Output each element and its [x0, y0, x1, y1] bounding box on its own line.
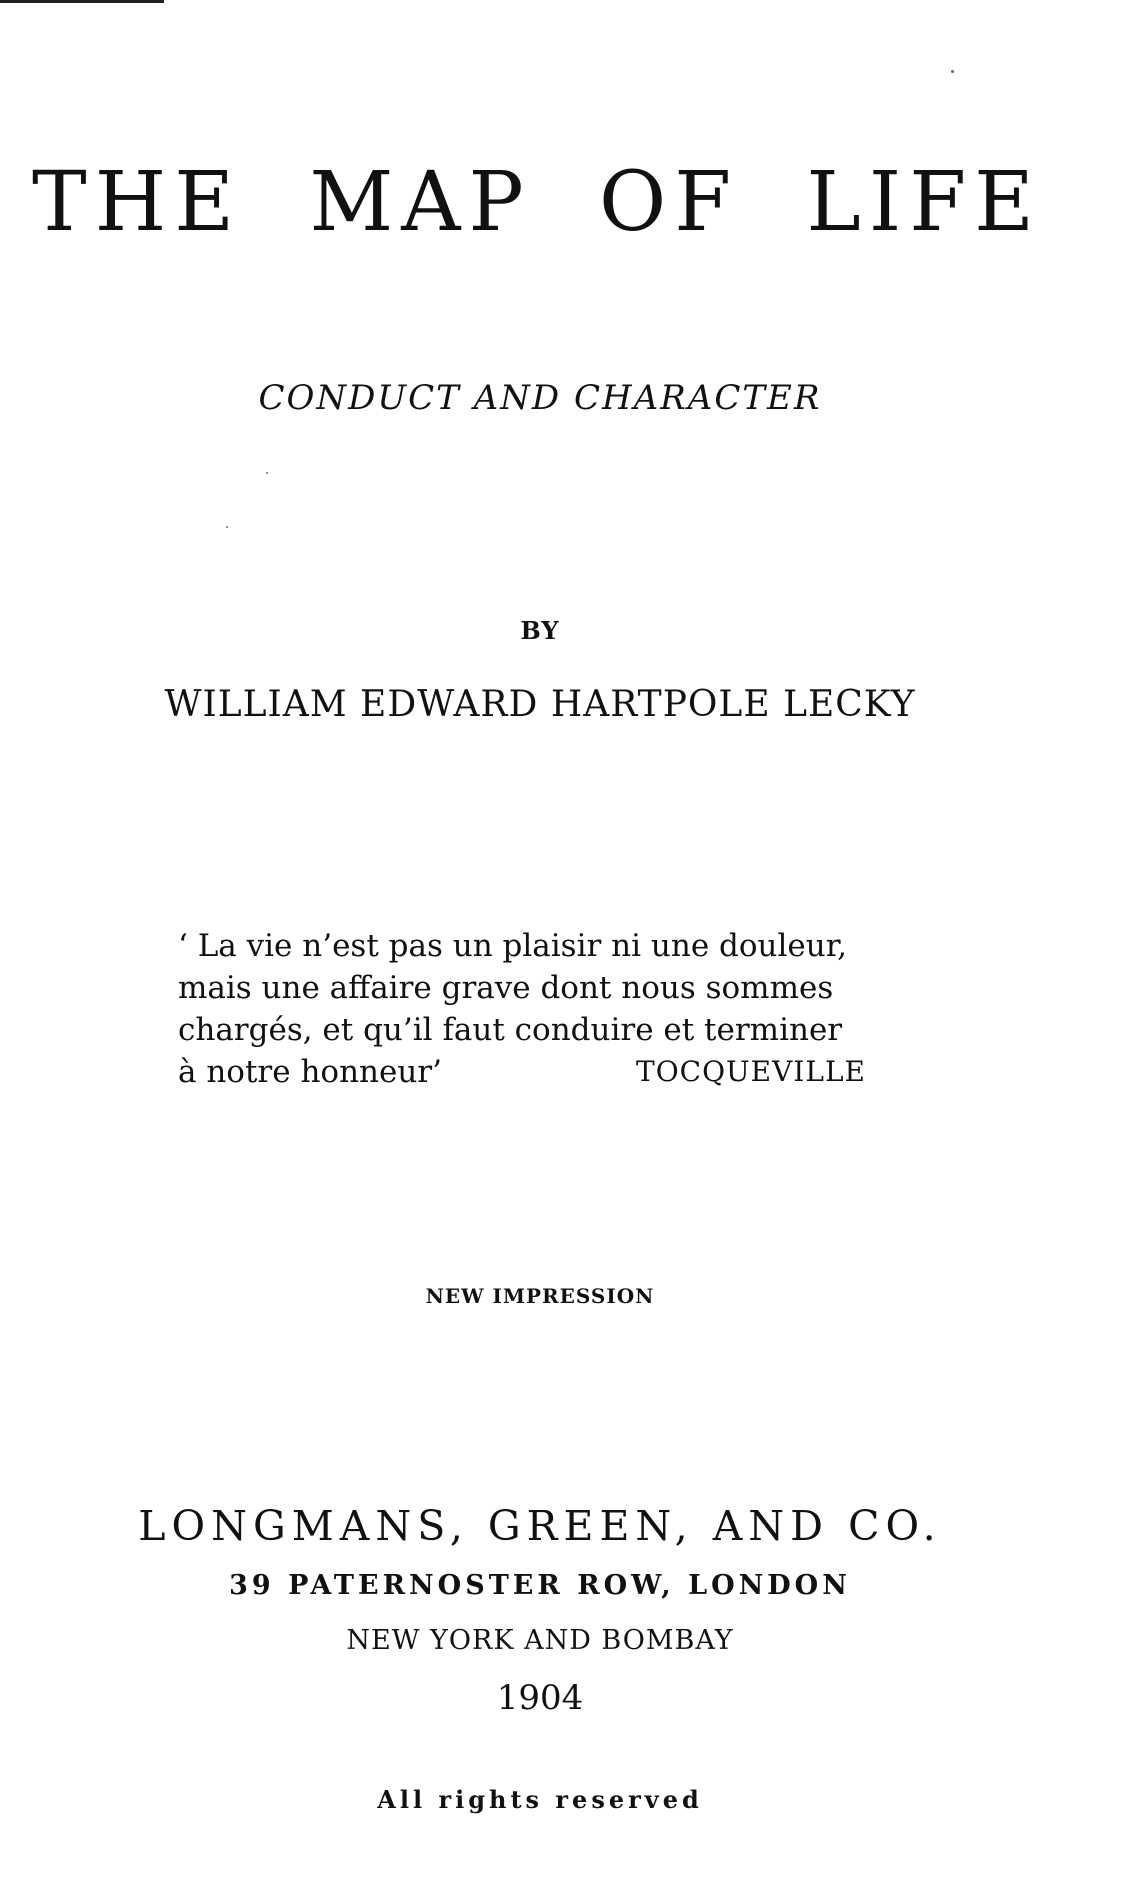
rights-notice: All rights reserved — [377, 1785, 703, 1814]
epigraph-text: ‘ La vie n’est pas un plaisir ni une douleur, — [178, 928, 847, 964]
publisher-address: 39 PATERNOSTER ROW, LONDON — [229, 1570, 851, 1601]
epigraph-text: chargés, et qu’il faut conduire et terminer — [178, 1012, 843, 1048]
epigraph-text: à notre honneur’ — [178, 1054, 442, 1090]
epigraph — [178, 925, 898, 1093]
impression-note: NEW IMPRESSION — [425, 1284, 655, 1308]
book-title — [32, 155, 1042, 250]
publisher-name: LONGMANS, GREEN, AND CO. — [138, 1502, 942, 1550]
print-speck — [266, 472, 268, 474]
title-word: OF — [598, 155, 740, 250]
epigraph-line — [178, 925, 898, 967]
print-speck — [226, 526, 228, 528]
top-rule — [0, 0, 164, 3]
epigraph-line — [178, 1051, 898, 1093]
print-speck — [951, 70, 954, 73]
title-word: LIFE — [806, 155, 1042, 250]
title-word: THE — [32, 155, 243, 250]
author-name: WILLIAM EDWARD HARTPOLE LECKY — [164, 684, 916, 725]
title-word: MAP — [309, 155, 532, 250]
publication-year: 1904 — [496, 1678, 584, 1718]
epigraph-line — [178, 1009, 898, 1051]
epigraph-text: mais une affaire grave dont nous sommes — [178, 970, 834, 1006]
publisher-cities: NEW YORK AND BOMBAY — [346, 1625, 734, 1656]
subtitle: CONDUCT AND CHARACTER — [258, 378, 822, 418]
epigraph-line — [178, 967, 898, 1009]
by-label: BY — [520, 616, 560, 645]
epigraph-attribution: TOCQUEVILLE — [636, 1055, 866, 1088]
